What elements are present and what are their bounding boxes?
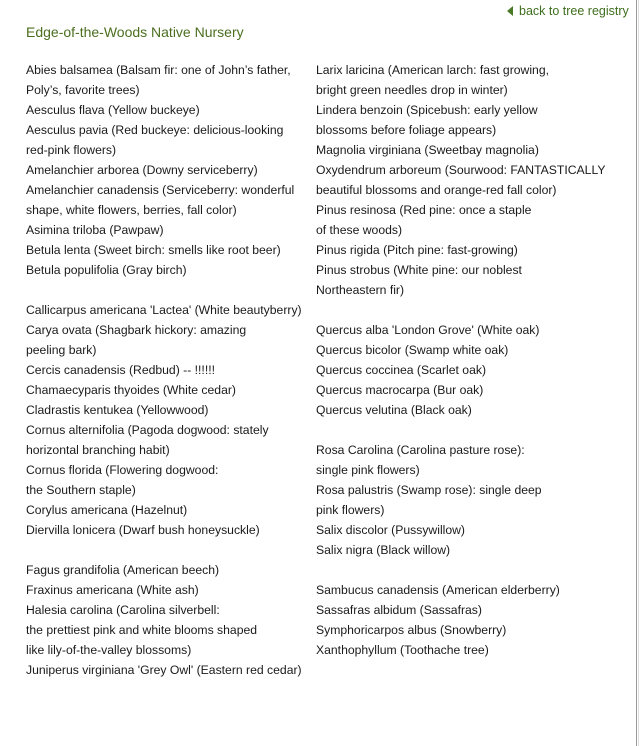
- plant-list-line: the Southern staple): [26, 483, 136, 497]
- plant-list-line: Sambucus canadensis (American elderberry): [316, 583, 560, 597]
- plant-list-line: Rosa Carolina (Carolina pasture rose):: [316, 443, 525, 457]
- plant-list-line: Carya ovata (Shagbark hickory: amazing: [26, 323, 247, 337]
- plant-list-line: blossoms before foliage appears): [316, 123, 497, 137]
- plant-list-line: Abies balsamea (Balsam fir: one of John’s father,: [26, 63, 291, 77]
- plant-list-line: Amelanchier canadensis (Serviceberry: wonderful: [26, 183, 295, 197]
- page-edge-line: [636, 0, 637, 746]
- plant-list-line: Salix nigra (Black willow): [316, 543, 451, 557]
- plant-list-line: Juniperus virginiana 'Grey Owl' (Eastern red cedar): [26, 663, 302, 677]
- plant-list-line: Oxydendrum arboreum (Sourwood: FANTASTICALLY: [316, 163, 606, 177]
- plant-list-line: shape, white flowers, berries, fall color): [26, 203, 237, 217]
- triangle-left-icon: [507, 6, 513, 16]
- plant-list-line: red-pink flowers): [26, 143, 117, 157]
- plant-list-line: Northeastern fir): [316, 283, 405, 297]
- plant-list-line: Fraxinus americana (White ash): [26, 583, 199, 597]
- plant-list-line: Betula populifolia (Gray birch): [26, 263, 187, 277]
- left-plant-list: [26, 60, 311, 680]
- back-link-label: back to tree registry: [519, 4, 629, 18]
- list-spacer: [26, 540, 311, 560]
- plant-list-line: Symphoricarpos albus (Snowberry): [316, 623, 507, 637]
- plant-list-line: Larix laricina (American larch: fast growing,: [316, 63, 550, 77]
- plant-list-line: Poly’s, favorite trees): [26, 83, 140, 97]
- plant-list-line: single pink flowers): [316, 463, 420, 477]
- plant-list-line: Cornus florida (Flowering dogwood:: [26, 463, 219, 477]
- plant-list-line: Diervilla lonicera (Dwarf bush honeysuckle): [26, 523, 260, 537]
- plant-list-line: peeling bark): [26, 343, 97, 357]
- list-spacer: [316, 560, 616, 580]
- back-to-tree-registry-link[interactable]: [507, 4, 629, 18]
- plant-list-line: the prettiest pink and white blooms shaped: [26, 623, 258, 637]
- page-title: Edge-of-the-Woods Native Nursery: [26, 24, 244, 40]
- plant-list-line: Pinus rigida (Pitch pine: fast-growing): [316, 243, 518, 257]
- plant-list-line: Quercus coccinea (Scarlet oak): [316, 363, 487, 377]
- plant-list-line: Quercus bicolor (Swamp white oak): [316, 343, 509, 357]
- plant-list-line: horizontal branching habit): [26, 443, 170, 457]
- plant-list-line: of these woods): [316, 223, 403, 237]
- plant-list-line: Salix discolor (Pussywillow): [316, 523, 465, 537]
- plant-list-line: Aesculus pavia (Red buckeye: delicious-looking: [26, 123, 284, 137]
- plant-list-line: beautiful blossoms and orange-red fall color): [316, 183, 557, 197]
- plant-list-line: Quercus velutina (Black oak): [316, 403, 472, 417]
- plant-list-line: Pinus resinosa (Red pine: once a staple: [316, 203, 532, 217]
- plant-list-line: Rosa palustris (Swamp rose): single deep: [316, 483, 542, 497]
- plant-list-line: Pinus strobus (White pine: our noblest: [316, 263, 522, 277]
- plant-list-line: Lindera benzoin (Spicebush: early yellow: [316, 103, 538, 117]
- plant-list-line: like lily-of-the-valley blossoms): [26, 643, 192, 657]
- list-spacer: [316, 420, 616, 440]
- plant-list-line: pink flowers): [316, 503, 385, 517]
- plant-list-line: Betula lenta (Sweet birch: smells like root beer): [26, 243, 281, 257]
- list-spacer: [26, 280, 311, 300]
- plant-list-line: Amelanchier arborea (Downy serviceberry): [26, 163, 258, 177]
- right-plant-list: [316, 60, 616, 660]
- plant-list-line: Callicarpus americana 'Lactea' (White beautyberry): [26, 303, 302, 317]
- plant-list-line: Corylus americana (Hazelnut): [26, 503, 188, 517]
- plant-list-line: Quercus macrocarpa (Bur oak): [316, 383, 484, 397]
- plant-list-line: Sassafras albidum (Sassafras): [316, 603, 482, 617]
- list-spacer: [316, 300, 616, 320]
- plant-list-line: Aesculus flava (Yellow buckeye): [26, 103, 200, 117]
- plant-list-line: Quercus alba 'London Grove' (White oak): [316, 323, 540, 337]
- plant-list-line: Cornus alternifolia (Pagoda dogwood: stately: [26, 423, 269, 437]
- plant-list-line: Magnolia virginiana (Sweetbay magnolia): [316, 143, 539, 157]
- plant-list-line: Fagus grandifolia (American beech): [26, 563, 220, 577]
- plant-list-line: Asimina triloba (Pawpaw): [26, 223, 164, 237]
- plant-list-line: Xanthophyllum (Toothache tree): [316, 643, 489, 657]
- plant-list-line: Chamaecyparis thyoides (White cedar): [26, 383, 236, 397]
- plant-list-line: Cladrastis kentukea (Yellowwood): [26, 403, 209, 417]
- plant-list-line: bright green needles drop in winter): [316, 83, 508, 97]
- plant-list-line: Cercis canadensis (Redbud) -- !!!!!!: [26, 363, 215, 377]
- plant-list-line: Halesia carolina (Carolina silverbell:: [26, 603, 220, 617]
